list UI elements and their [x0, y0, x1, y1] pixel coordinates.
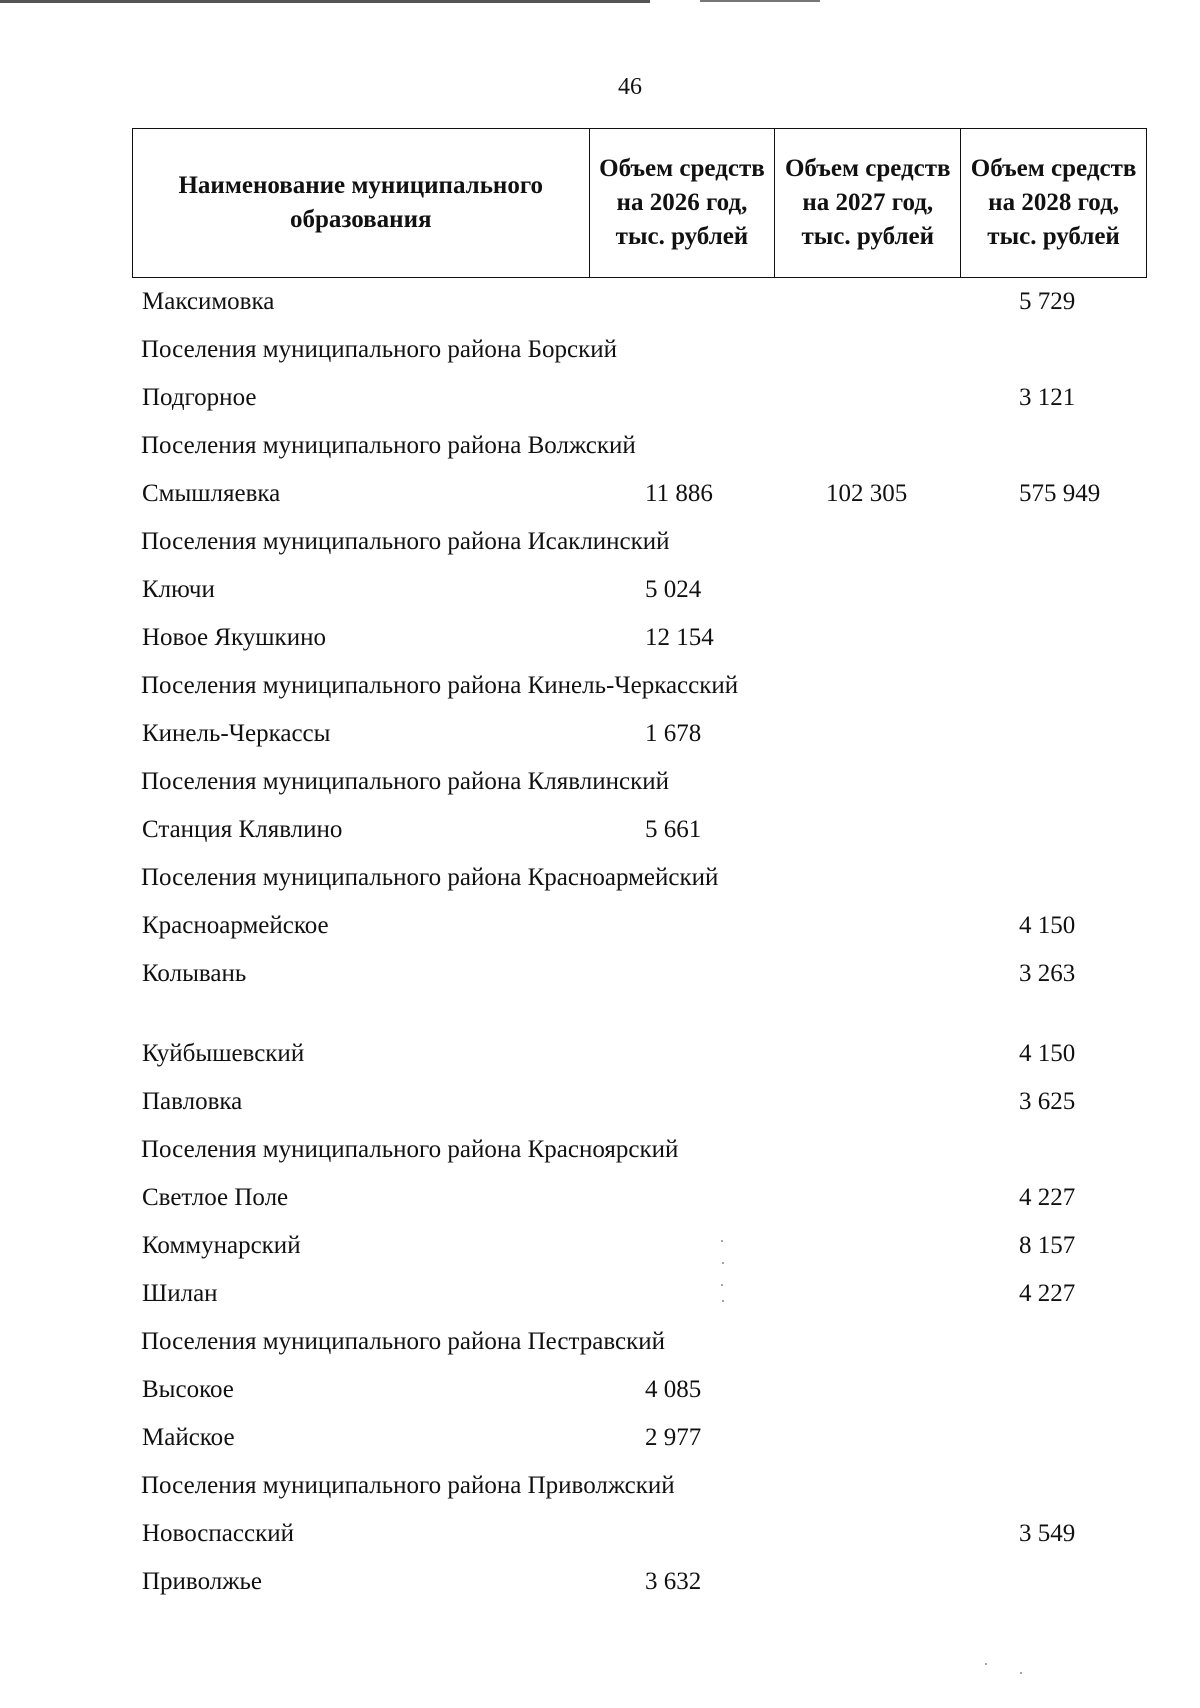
row-name: Максимовка: [142, 288, 275, 315]
scan-speck: [1020, 1672, 1022, 1674]
group-name: Поселения муниципального района Красноармейский: [141, 864, 719, 891]
scan-speck: [985, 1663, 987, 1665]
row-name: Шилан: [142, 1280, 218, 1307]
row-2027: 102 305: [826, 480, 908, 507]
row-2028: 575 949: [1019, 480, 1101, 507]
row-2026: 5 024: [645, 576, 702, 603]
row-name: Кинель-Черкассы: [142, 720, 331, 747]
table-row: [0, 1037, 1200, 1071]
table-row: [0, 957, 1200, 991]
row-name: Ключи: [142, 576, 215, 603]
row-2028: 5 729: [1019, 288, 1076, 315]
group-row: [0, 1469, 1200, 1503]
header-2027: Объем средств на 2027 год, тыс. рублей: [774, 129, 960, 277]
table-row: [0, 573, 1200, 607]
row-2026: 4 085: [645, 1376, 702, 1403]
row-name: Колывань: [142, 960, 247, 987]
row-name: Новоспасский: [142, 1520, 294, 1547]
scan-speck: [721, 1284, 723, 1286]
group-row: [0, 429, 1200, 463]
group-name: Поселения муниципального района Волжский: [141, 432, 636, 459]
group-row: [0, 765, 1200, 799]
table-row: [0, 477, 1200, 511]
table-row: [0, 1085, 1200, 1119]
table-row: [0, 717, 1200, 751]
row-2026: 2 977: [645, 1424, 702, 1451]
table-row: [0, 1181, 1200, 1215]
row-2028: 4 150: [1019, 1040, 1076, 1067]
row-name: Станция Клявлино: [142, 816, 343, 843]
group-row: [0, 669, 1200, 703]
scan-speck: [722, 1300, 724, 1302]
group-row: [0, 1325, 1200, 1359]
row-name: Приволжье: [142, 1568, 262, 1595]
row-name: Новое Якушкино: [142, 624, 326, 651]
row-name: Майское: [142, 1424, 235, 1451]
table-row: [0, 285, 1200, 319]
row-2026: 11 886: [645, 480, 713, 507]
row-2028: 4 227: [1019, 1184, 1076, 1211]
scan-speck: [721, 1240, 723, 1242]
table-row: [0, 381, 1200, 415]
table-row: [0, 909, 1200, 943]
header-2028: Объем средств на 2028 год, тыс. рублей: [960, 129, 1146, 277]
group-row: [0, 333, 1200, 367]
scan-edge-line: [0, 0, 650, 3]
scan-edge-line: [700, 0, 820, 2]
group-name: Поселения муниципального района Исаклинский: [141, 528, 670, 555]
scan-speck: [722, 1262, 724, 1264]
table-header: [132, 128, 1147, 278]
group-row: [0, 861, 1200, 895]
row-name: Светлое Поле: [142, 1184, 289, 1211]
table-row: [0, 1373, 1200, 1407]
row-name: Высокое: [142, 1376, 234, 1403]
header-name: Наименование муниципального образования: [178, 172, 544, 233]
row-2026: 1 678: [645, 720, 702, 747]
row-2026: 3 632: [645, 1568, 702, 1595]
row-name: Коммунарский: [142, 1232, 301, 1259]
group-name: Поселения муниципального района Пестравский: [141, 1328, 665, 1355]
row-2028: 4 150: [1019, 912, 1076, 939]
table-row: [0, 1565, 1200, 1599]
group-name: Поселения муниципального района Борский: [141, 336, 617, 363]
table-row: [0, 1421, 1200, 1455]
group-name: Поселения муниципального района Красноярский: [141, 1136, 679, 1163]
row-2026: 12 154: [645, 624, 714, 651]
row-name: Подгорное: [142, 384, 257, 411]
row-name: Красноармейское: [142, 912, 329, 939]
table-row: [0, 1277, 1200, 1311]
group-name: Поселения муниципального района Клявлинский: [141, 768, 669, 795]
header-2026: Объем средств на 2026 год, тыс. рублей: [589, 129, 775, 277]
group-name: Поселения муниципального района Приволжский: [141, 1472, 675, 1499]
row-2028: 3 625: [1019, 1088, 1076, 1115]
table-row: [0, 1517, 1200, 1551]
row-2028: 3 549: [1019, 1520, 1076, 1547]
row-name: Павловка: [142, 1088, 243, 1115]
group-name: Поселения муниципального района Кинель-Черкасский: [141, 672, 739, 699]
row-2028: 3 263: [1019, 960, 1076, 987]
row-name: Смышляевка: [142, 480, 281, 507]
table-row: [0, 1229, 1200, 1263]
table-row: [0, 813, 1200, 847]
group-row: [0, 1133, 1200, 1167]
row-2028: 3 121: [1019, 384, 1076, 411]
group-row: [0, 525, 1200, 559]
page-number: 46: [618, 74, 642, 100]
row-2028: 4 227: [1019, 1280, 1076, 1307]
row-2028: 8 157: [1019, 1232, 1076, 1259]
row-2026: 5 661: [645, 816, 702, 843]
row-name: Куйбышевский: [142, 1040, 305, 1067]
table-row: [0, 621, 1200, 655]
